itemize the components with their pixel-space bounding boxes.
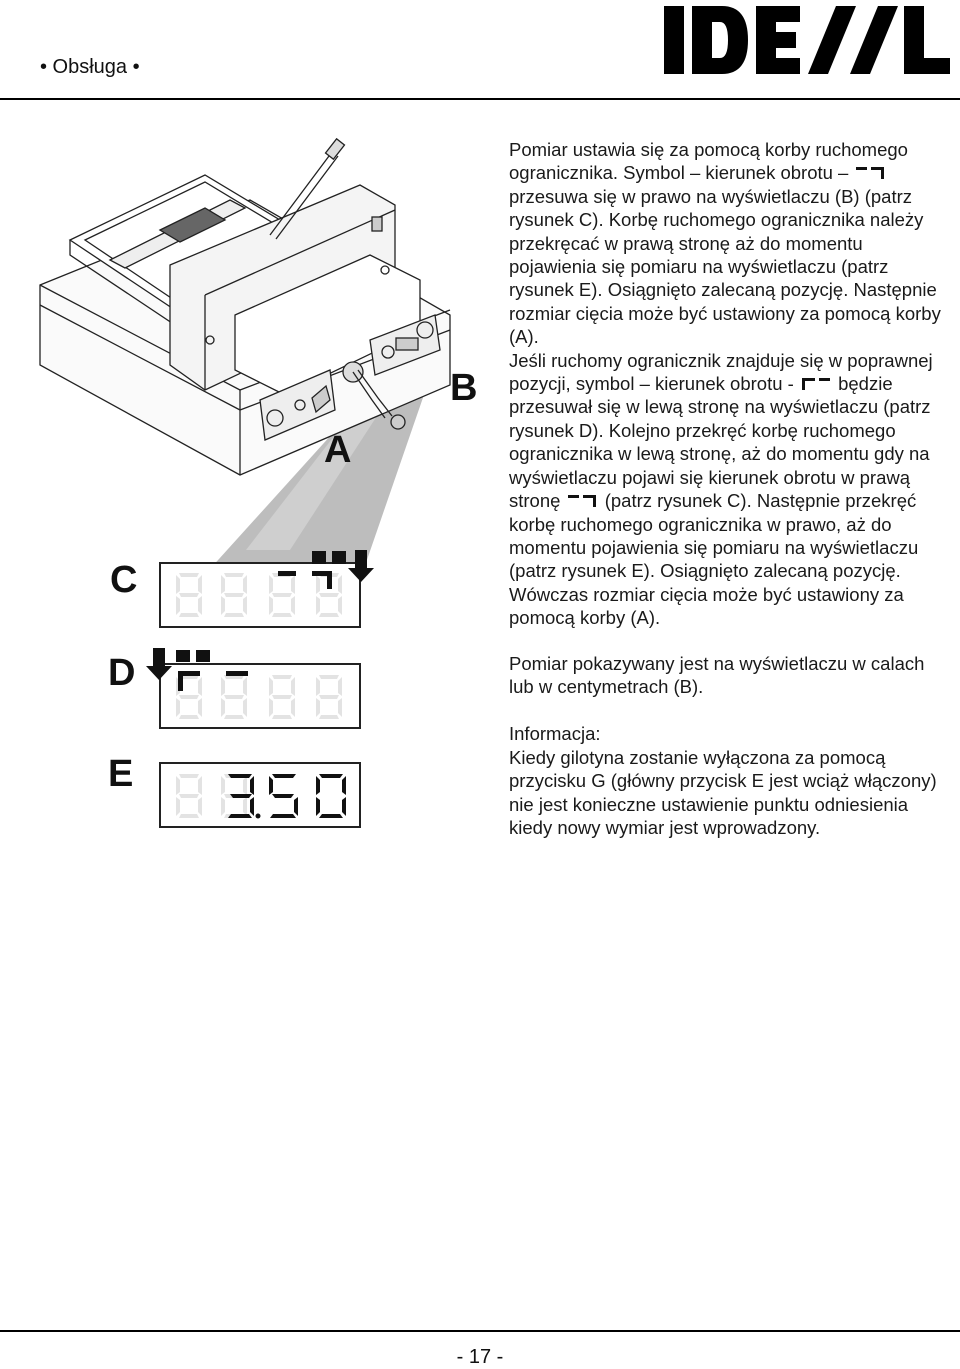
display-e <box>160 763 360 827</box>
paragraph-1-part-b: przesuwa się w prawo na wyświetlaczu (B) (patrz rysunek C). Korbę ruchomego ogranicznika należy przekręcać w prawą stronę aż do momentu pojawienia się pomiaru na wyświetlaczu (patrz rysunek E). Osiągnięto zalecaną pozycję. Następnie rozmiar cięcia może być ustawiony za pomocą korby (A). <box>509 185 941 348</box>
right-arrow-symbol-icon <box>568 494 598 508</box>
display-d <box>146 648 360 728</box>
right-arrow-symbol-icon <box>856 166 886 180</box>
paragraph-3: Wówczas rozmiar cięcia może być ustawiony za pomocą korby (A). <box>509 583 904 629</box>
label-c: C <box>110 559 138 601</box>
paragraph-2-part-c: (patrz rysunek C). Następnie przekręć korbę ruchomego ogranicznika w prawo, aż do momentu pojawienia się pomiaru na wyświetlaczu (patrz rysunek E). Osiągnięto zalecaną pozycję. <box>509 490 919 582</box>
section-title: • Obsługa • <box>40 56 140 78</box>
label-b: B <box>450 367 478 409</box>
ideal-logo <box>660 0 954 80</box>
instruction-text <box>509 138 954 839</box>
paragraph-4: Pomiar pokazywany jest na wyświetlaczu w calach lub w centymetrach (B). <box>509 652 925 697</box>
page-number: - 17 - <box>456 1346 504 1368</box>
left-arrow-symbol-icon <box>801 377 831 391</box>
paragraph-1-part-a: Pomiar ustawia się za pomocą korby ruchomego ogranicznika. Symbol – kierunek obrotu – <box>509 139 908 184</box>
label-e: E <box>108 753 134 795</box>
paragraph-2-part-b: będzie przesuwał się w lewą stronę na wyświetlaczu (patrz rysunek D). Kolejno przekręć korbę ruchomego ogranicznika w lewą stronę, aż do momentu gdy na wyświetlaczu pojawi się kierunek obrotu w prawą stronę <box>509 373 931 512</box>
label-d: D <box>108 652 136 694</box>
info-heading: Informacja: <box>509 723 601 745</box>
paragraph-1 <box>509 138 954 349</box>
guillotine-illustration <box>0 100 500 840</box>
paragraph-2-part-a: Jeśli ruchomy ogranicznik znajduje się w poprawnej pozycji, symbol – kierunek obrotu - <box>509 349 933 395</box>
paragraph-2 <box>509 349 954 583</box>
info-body: Kiedy gilotyna zostanie wyłączona za pomocą przycisku G (główny przycisk E jest wciąż włączony) nie jest konieczne ustawienie punktu odniesienia kiedy nowy wymiar jest wprowadzony. <box>509 746 937 838</box>
footer-rule <box>0 1330 960 1332</box>
label-a: A <box>324 429 352 471</box>
